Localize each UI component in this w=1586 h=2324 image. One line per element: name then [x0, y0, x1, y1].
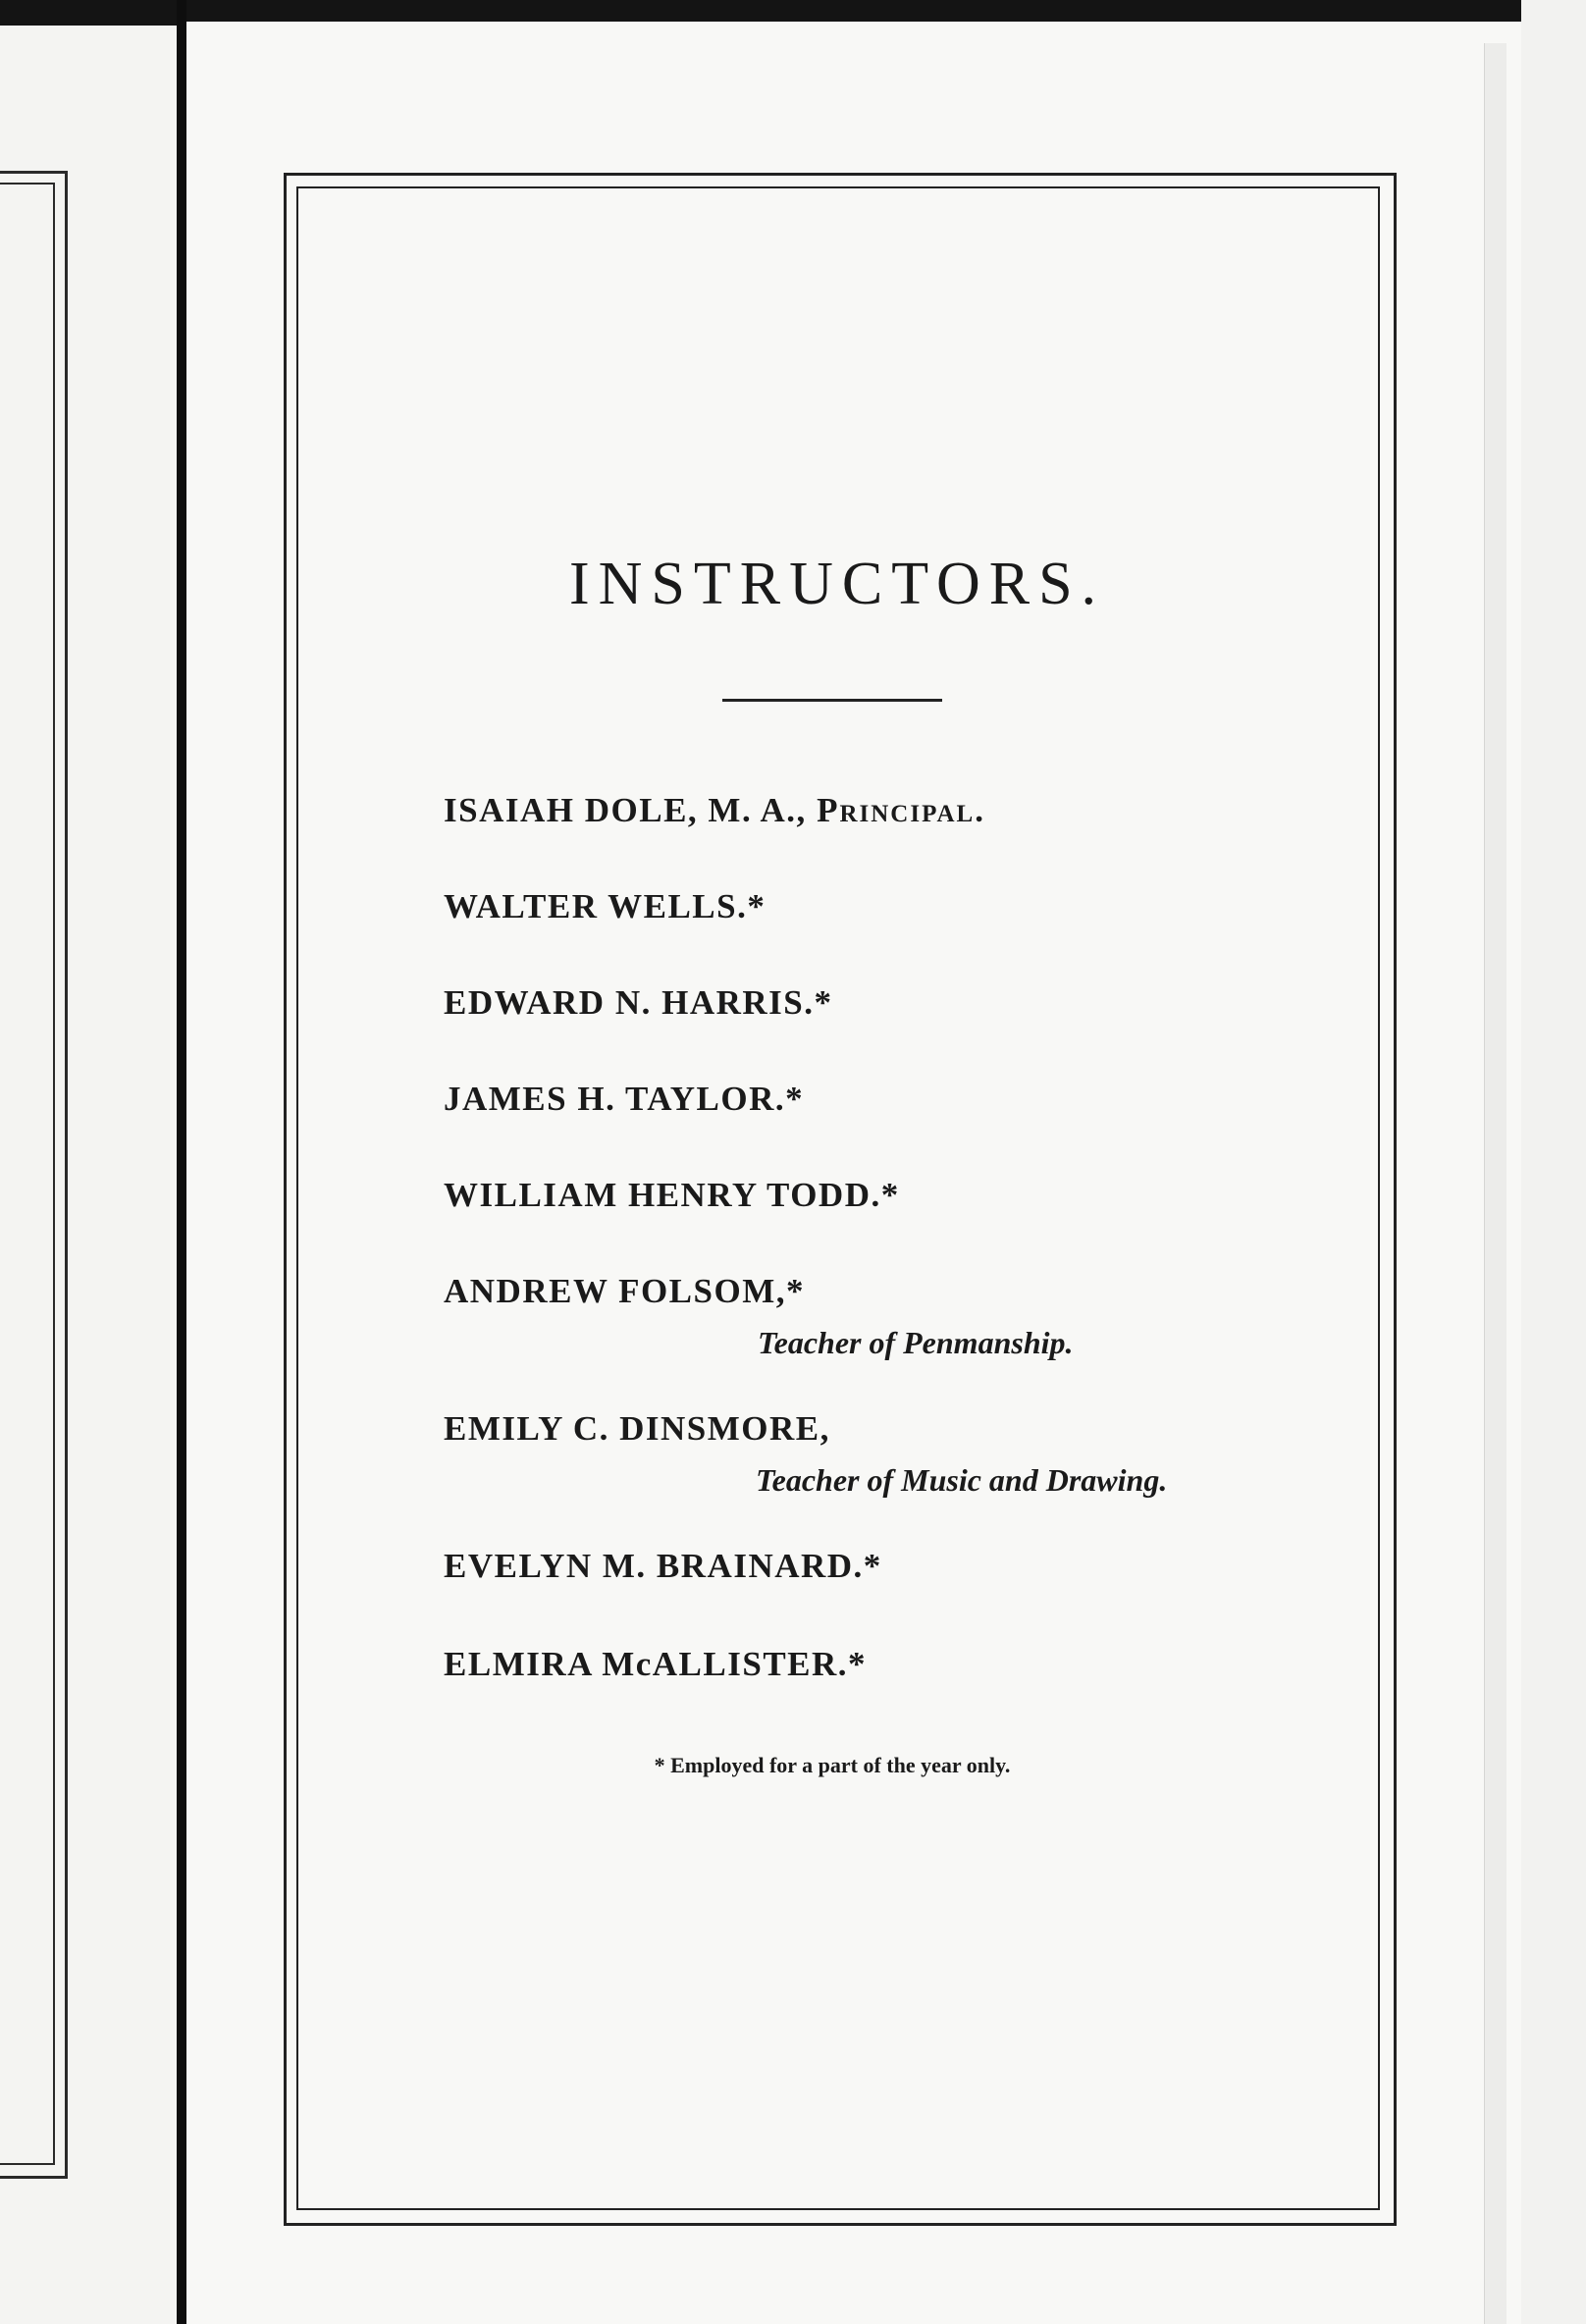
- book-gutter: [177, 0, 186, 2324]
- next-page-edge: [1521, 0, 1586, 2324]
- instructor-name: EDWARD N. HARRIS.*: [444, 983, 833, 1022]
- facing-page-border-inner: [0, 183, 55, 2165]
- instructor-entry: [444, 887, 766, 926]
- instructor-name: WALTER WELLS.*: [444, 887, 767, 925]
- instructor-entry: [444, 1272, 805, 1311]
- instructor-name: ELMIRA McALLISTER.*: [444, 1645, 868, 1683]
- instructor-entry: [444, 1645, 867, 1684]
- instructor-name: ANDREW FOLSOM,*: [444, 1272, 805, 1310]
- instructor-entry: [444, 1547, 882, 1586]
- instructor-name: JAMES H. TAYLOR.*: [444, 1080, 805, 1118]
- instructor-role: Teacher of Music and Drawing.: [756, 1462, 1168, 1498]
- instructor-role: Teacher of Penmanship.: [758, 1325, 1074, 1360]
- page-edge: [1484, 43, 1507, 2324]
- instructor-name: ISAIAH DOLE, M. A.,: [444, 791, 818, 829]
- instructor-entry: [444, 791, 985, 830]
- instructor-name: EMILY C. DINSMORE,: [444, 1409, 830, 1448]
- instructor-name: WILLIAM HENRY TODD.*: [444, 1176, 900, 1214]
- heading-rule: [722, 699, 942, 702]
- instructor-entry: [444, 1176, 900, 1215]
- instructor-entry: [444, 1080, 804, 1119]
- footnote: * Employed for a part of the year only.: [654, 1753, 1011, 1777]
- page-heading: INSTRUCTORS.: [568, 551, 1106, 617]
- instructor-role: Principal.: [817, 791, 985, 829]
- instructor-name: EVELYN M. BRAINARD.*: [444, 1547, 882, 1585]
- facing-page: [0, 26, 177, 2324]
- instructor-entry: [444, 1409, 830, 1449]
- instructor-entry: [444, 983, 832, 1023]
